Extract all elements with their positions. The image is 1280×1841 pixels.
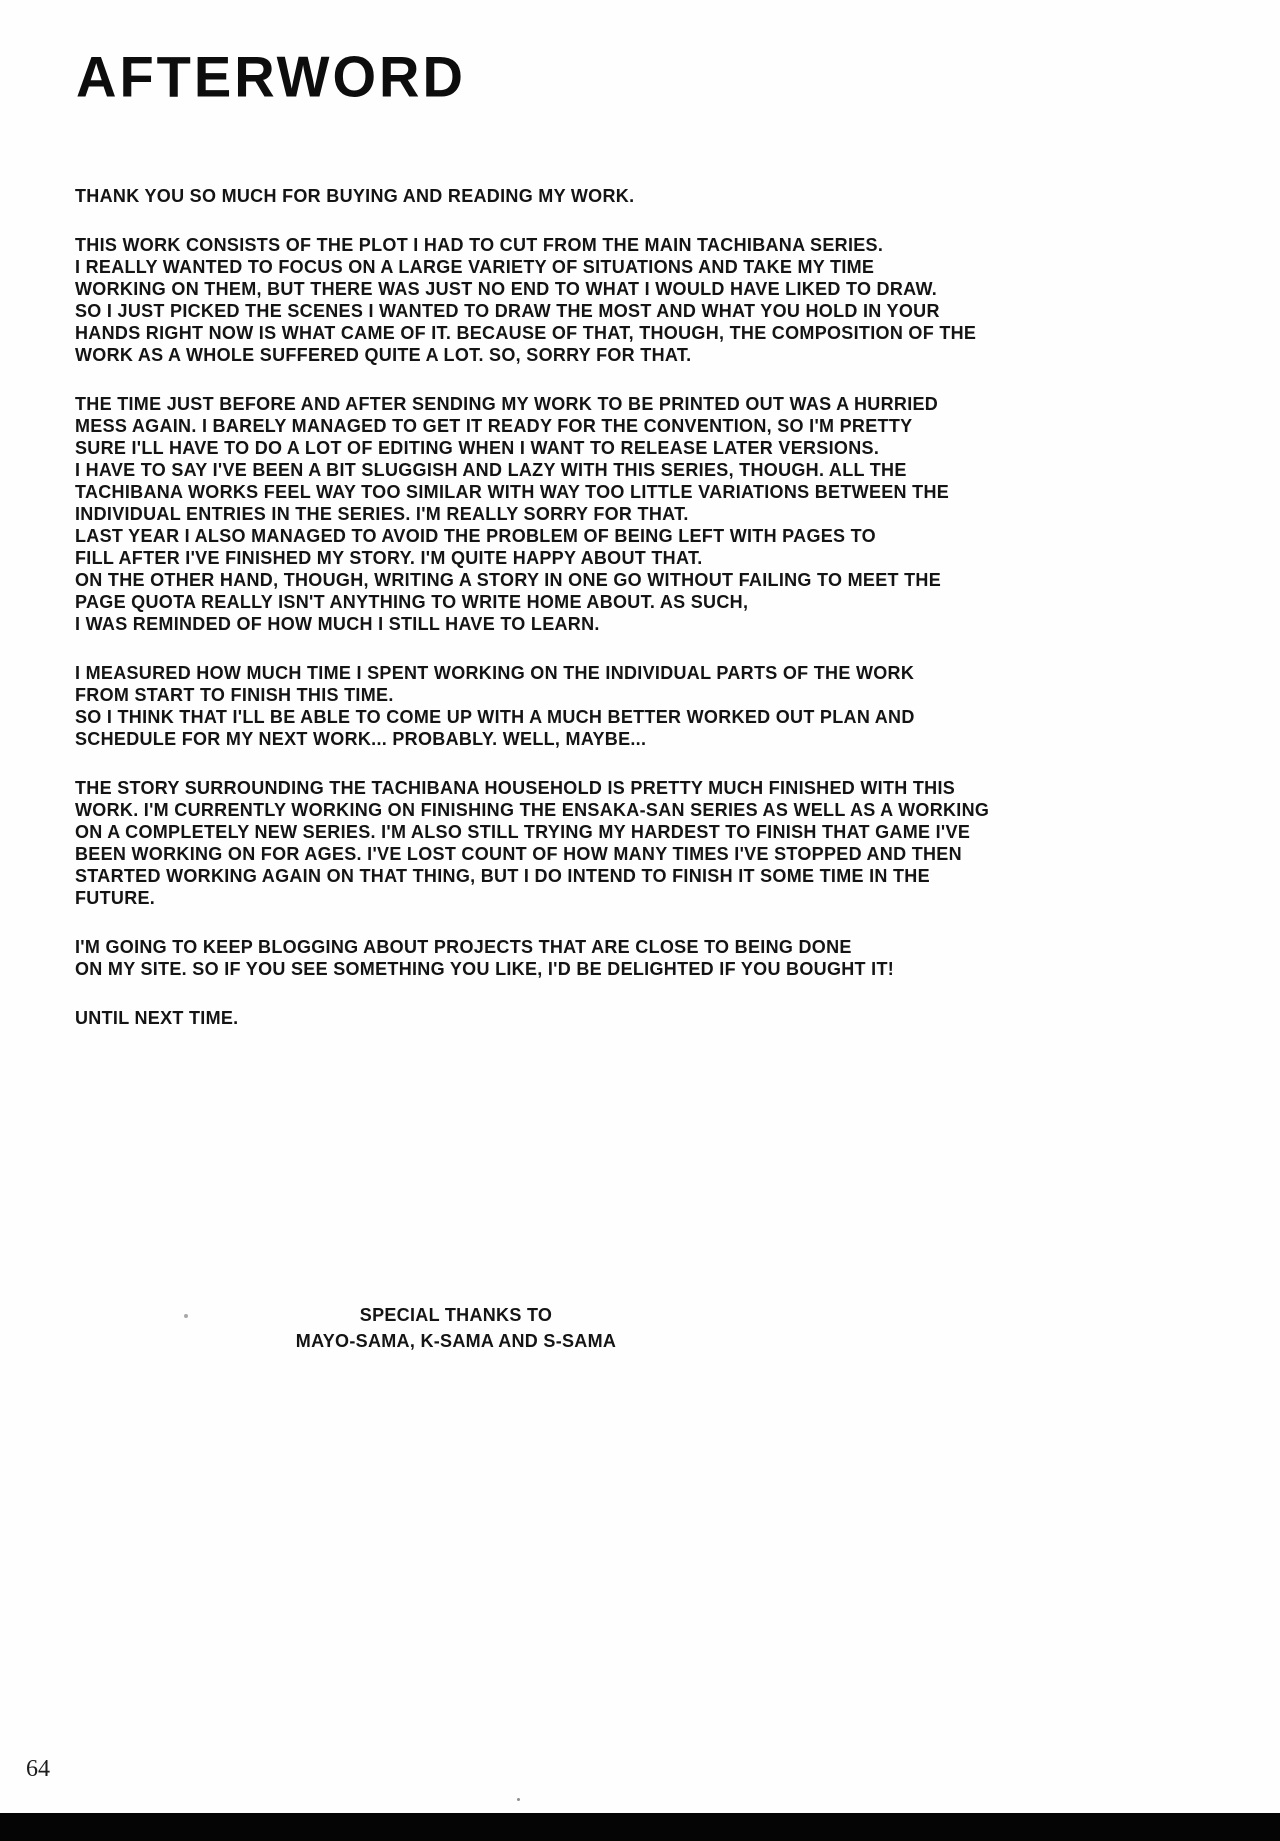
paragraph <box>75 777 1035 909</box>
text-line: SCHEDULE FOR MY NEXT WORK... PROBABLY. WELL, MAYBE... <box>75 729 647 749</box>
text-line: INDIVIDUAL ENTRIES IN THE SERIES. I'M REALLY SORRY FOR THAT. <box>75 504 689 524</box>
text-line: FILL AFTER I'VE FINISHED MY STORY. I'M QUITE HAPPY ABOUT THAT. <box>75 548 703 568</box>
special-thanks-block <box>256 1302 656 1354</box>
text-line: I'M GOING TO KEEP BLOGGING ABOUT PROJECTS THAT ARE CLOSE TO BEING DONE <box>75 937 852 957</box>
scan-edge-bar <box>0 1813 1280 1841</box>
text-line: BEEN WORKING ON FOR AGES. I'VE LOST COUNT OF HOW MANY TIMES I'VE STOPPED AND THEN <box>75 844 962 864</box>
text-line: ON MY SITE. SO IF YOU SEE SOMETHING YOU LIKE, I'D BE DELIGHTED IF YOU BOUGHT IT! <box>75 959 895 979</box>
special-thanks-heading: SPECIAL THANKS TO <box>359 1305 553 1325</box>
text-line: ON A COMPLETELY NEW SERIES. I'M ALSO STILL TRYING MY HARDEST TO FINISH THAT GAME I'VE <box>75 822 971 842</box>
special-thanks-names: MAYO-SAMA, K-SAMA AND S-SAMA <box>295 1331 617 1351</box>
afterword-body-text <box>75 185 1035 1056</box>
text-line: ON THE OTHER HAND, THOUGH, WRITING A STORY IN ONE GO WITHOUT FAILING TO MEET THE <box>75 570 941 590</box>
paragraph <box>75 1007 1035 1029</box>
text-line: HANDS RIGHT NOW IS WHAT CAME OF IT. BECAUSE OF THAT, THOUGH, THE COMPOSITION OF THE <box>75 323 977 343</box>
text-line: I MEASURED HOW MUCH TIME I SPENT WORKING ON THE INDIVIDUAL PARTS OF THE WORK <box>75 663 915 683</box>
text-line: THE STORY SURROUNDING THE TACHIBANA HOUSEHOLD IS PRETTY MUCH FINISHED WITH THIS <box>75 778 956 798</box>
text-line: THE TIME JUST BEFORE AND AFTER SENDING MY WORK TO BE PRINTED OUT WAS A HURRIED <box>75 394 939 414</box>
text-line: SO I THINK THAT I'LL BE ABLE TO COME UP WITH A MUCH BETTER WORKED OUT PLAN AND <box>75 707 915 727</box>
text-line: UNTIL NEXT TIME. <box>75 1008 239 1028</box>
paragraph <box>75 393 1035 635</box>
text-line: WORK AS A WHOLE SUFFERED QUITE A LOT. SO, SORRY FOR THAT. <box>75 345 692 365</box>
text-line: MESS AGAIN. I BARELY MANAGED TO GET IT READY FOR THE CONVENTION, SO I'M PRETTY <box>75 416 913 436</box>
scan-speck <box>184 1314 188 1318</box>
text-line: STARTED WORKING AGAIN ON THAT THING, BUT I DO INTEND TO FINISH IT SOME TIME IN THE <box>75 866 930 886</box>
text-line: PAGE QUOTA REALLY ISN'T ANYTHING TO WRITE HOME ABOUT. AS SUCH, <box>75 592 749 612</box>
page-title: AFTERWORD <box>76 44 466 109</box>
text-line: WORKING ON THEM, BUT THERE WAS JUST NO END TO WHAT I WOULD HAVE LIKED TO DRAW. <box>75 279 938 299</box>
scan-speck <box>517 1798 520 1801</box>
text-line: WORK. I'M CURRENTLY WORKING ON FINISHING THE ENSAKA-SAN SERIES AS WELL AS A WORKING <box>75 800 990 820</box>
paragraph <box>75 234 1035 366</box>
paragraph <box>75 662 1035 750</box>
paragraph <box>75 185 1035 207</box>
paragraph <box>75 936 1035 980</box>
text-line: THIS WORK CONSISTS OF THE PLOT I HAD TO CUT FROM THE MAIN TACHIBANA SERIES. <box>75 235 884 255</box>
text-line: I REALLY WANTED TO FOCUS ON A LARGE VARIETY OF SITUATIONS AND TAKE MY TIME <box>75 257 875 277</box>
text-line: SO I JUST PICKED THE SCENES I WANTED TO DRAW THE MOST AND WHAT YOU HOLD IN YOUR <box>75 301 940 321</box>
text-line: FROM START TO FINISH THIS TIME. <box>75 685 394 705</box>
text-line: I HAVE TO SAY I'VE BEEN A BIT SLUGGISH AND LAZY WITH THIS SERIES, THOUGH. ALL THE <box>75 460 907 480</box>
text-line: LAST YEAR I ALSO MANAGED TO AVOID THE PROBLEM OF BEING LEFT WITH PAGES TO <box>75 526 876 546</box>
text-line: THANK YOU SO MUCH FOR BUYING AND READING MY WORK. <box>75 186 635 206</box>
text-line: TACHIBANA WORKS FEEL WAY TOO SIMILAR WITH WAY TOO LITTLE VARIATIONS BETWEEN THE <box>75 482 950 502</box>
text-line: FUTURE. <box>75 888 156 908</box>
text-line: SURE I'LL HAVE TO DO A LOT OF EDITING WHEN I WANT TO RELEASE LATER VERSIONS. <box>75 438 880 458</box>
page-number: 64 <box>26 1756 50 1782</box>
text-line: I WAS REMINDED OF HOW MUCH I STILL HAVE TO LEARN. <box>75 614 600 634</box>
